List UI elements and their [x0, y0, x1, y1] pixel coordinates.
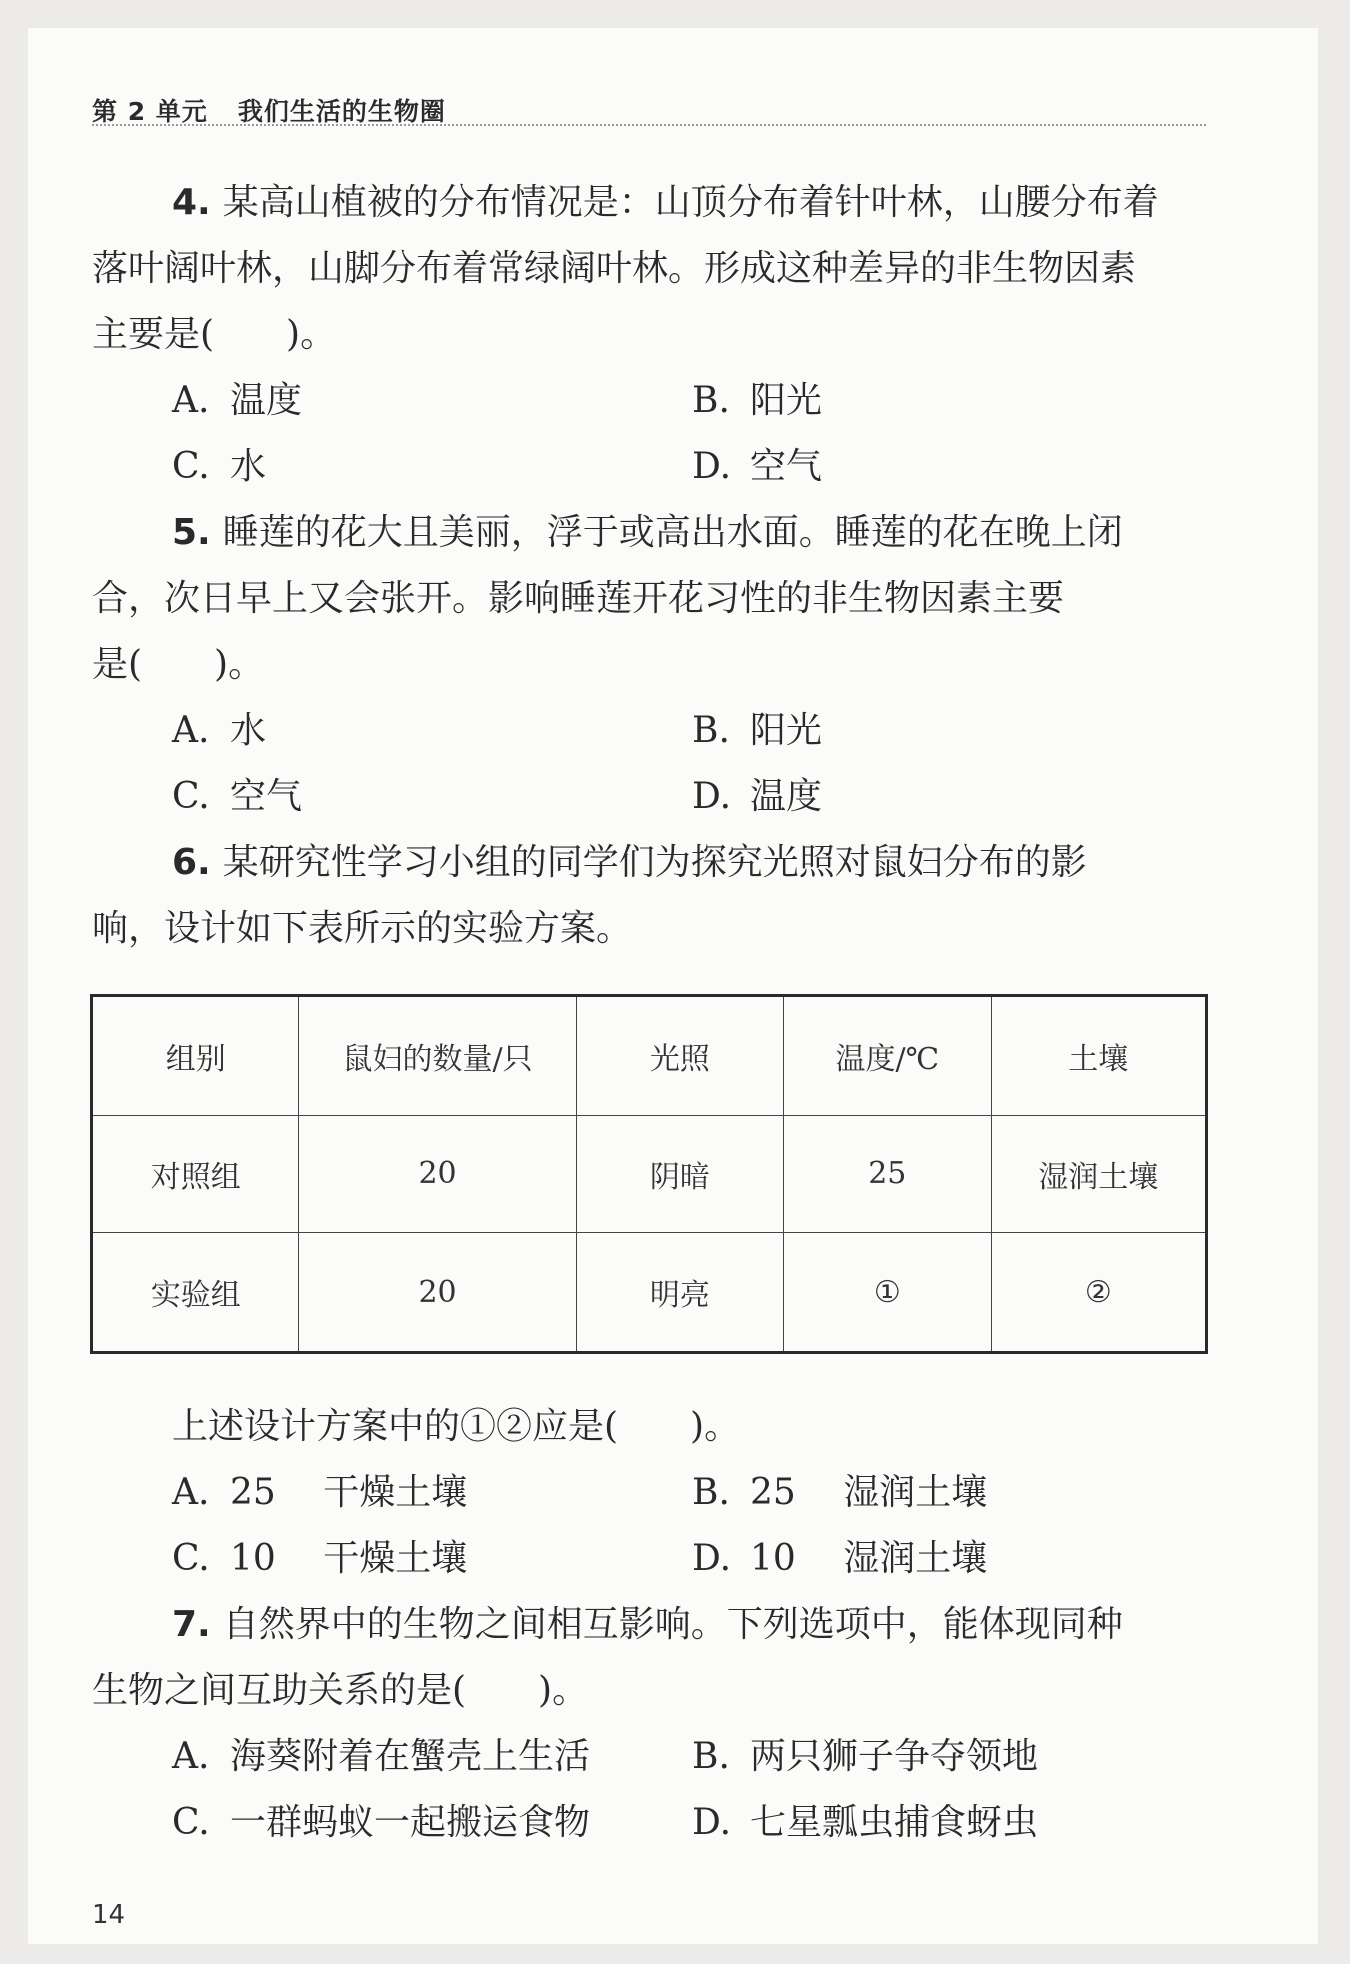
- experiment-table: [90, 994, 1208, 1354]
- q7-option-a[interactable]: A. 海葵附着在蟹壳上生活: [172, 1736, 591, 1777]
- q7-line-1: 7. 自然界中的生物之间相互影响。下列选项中，能体现同种: [172, 1604, 1123, 1645]
- q5-option-b[interactable]: B. 阳光: [692, 710, 823, 751]
- q4-option-d[interactable]: D. 空气: [692, 446, 823, 487]
- q6-option-a[interactable]: A. 25 干燥土壤: [172, 1472, 468, 1513]
- q6-line-1: 6. 某研究性学习小组的同学们为探究光照对鼠妇分布的影: [172, 842, 1087, 883]
- q5-line-1: 5. 睡莲的花大且美丽，浮于或高出水面。睡莲的花在晚上闭: [172, 512, 1123, 553]
- table-cell: ②: [991, 1233, 1206, 1353]
- q7-number: 7.: [172, 1604, 211, 1645]
- q6-option-d[interactable]: D. 10 湿润土壤: [692, 1538, 988, 1579]
- table-cell: 25: [784, 1115, 991, 1232]
- table-cell: 阴暗: [576, 1115, 783, 1232]
- q4-option-a[interactable]: A. 温度: [172, 380, 303, 421]
- page-number: 14: [92, 1900, 126, 1930]
- q6-line-2: 响，设计如下表所示的实验方案。: [92, 908, 633, 949]
- running-header: [92, 92, 1206, 128]
- q5-option-c[interactable]: C. 空气: [172, 776, 303, 817]
- table-cell: ①: [784, 1233, 991, 1353]
- q5-line-3: 是( )。: [92, 644, 265, 685]
- unit-label: 第 2 单元: [92, 97, 208, 126]
- q7-line-2: 生物之间互助关系的是( )。: [92, 1670, 589, 1711]
- q7-option-d[interactable]: D. 七星瓢虫捕食蚜虫: [692, 1802, 1039, 1843]
- q6-option-c[interactable]: C. 10 干燥土壤: [172, 1538, 468, 1579]
- table-header-cell: 光照: [576, 996, 783, 1116]
- table-cell: 湿润土壤: [991, 1115, 1206, 1232]
- table-header-cell: 温度/℃: [784, 996, 991, 1116]
- q5-option-d[interactable]: D. 温度: [692, 776, 823, 817]
- header-divider: [92, 124, 1206, 126]
- table-header-row: [92, 996, 1207, 1116]
- table-cell: 对照组: [92, 1115, 299, 1232]
- table-cell: 20: [299, 1233, 576, 1353]
- q4-line-1: 4. 某高山植被的分布情况是：山顶分布着针叶林，山腰分布着: [172, 182, 1159, 223]
- q4-option-c[interactable]: C. 水: [172, 446, 267, 487]
- q5-line-2: 合，次日早上又会张开。影响睡莲开花习性的非生物因素主要: [92, 578, 1065, 619]
- table-row: [92, 1233, 1207, 1353]
- q5-option-a[interactable]: A. 水: [172, 710, 267, 751]
- unit-title: 我们生活的生物圈: [237, 97, 446, 126]
- q4-number: 4.: [172, 182, 211, 223]
- q4-option-b[interactable]: B. 阳光: [692, 380, 823, 421]
- q6-option-b[interactable]: B. 25 湿润土壤: [692, 1472, 988, 1513]
- table-header-cell: 土壤: [991, 996, 1206, 1116]
- table-cell: 20: [299, 1115, 576, 1232]
- table-header-cell: 组别: [92, 996, 299, 1116]
- q7-option-b[interactable]: B. 两只狮子争夺领地: [692, 1736, 1039, 1777]
- q7-option-c[interactable]: C. 一群蚂蚁一起搬运食物: [172, 1802, 591, 1843]
- table-row: [92, 1115, 1207, 1232]
- q4-line-2: 落叶阔叶林，山脚分布着常绿阔叶林。形成这种差异的非生物因素: [92, 248, 1137, 289]
- q5-number: 5.: [172, 512, 211, 553]
- q6-number: 6.: [172, 842, 211, 883]
- table-cell: 实验组: [92, 1233, 299, 1353]
- table-cell: 明亮: [576, 1233, 783, 1353]
- q4-line-3: 主要是( )。: [92, 314, 337, 355]
- q6-followup: 上述设计方案中的①②应是( )。: [172, 1406, 741, 1447]
- table-header-cell: 鼠妇的数量/只: [299, 996, 576, 1116]
